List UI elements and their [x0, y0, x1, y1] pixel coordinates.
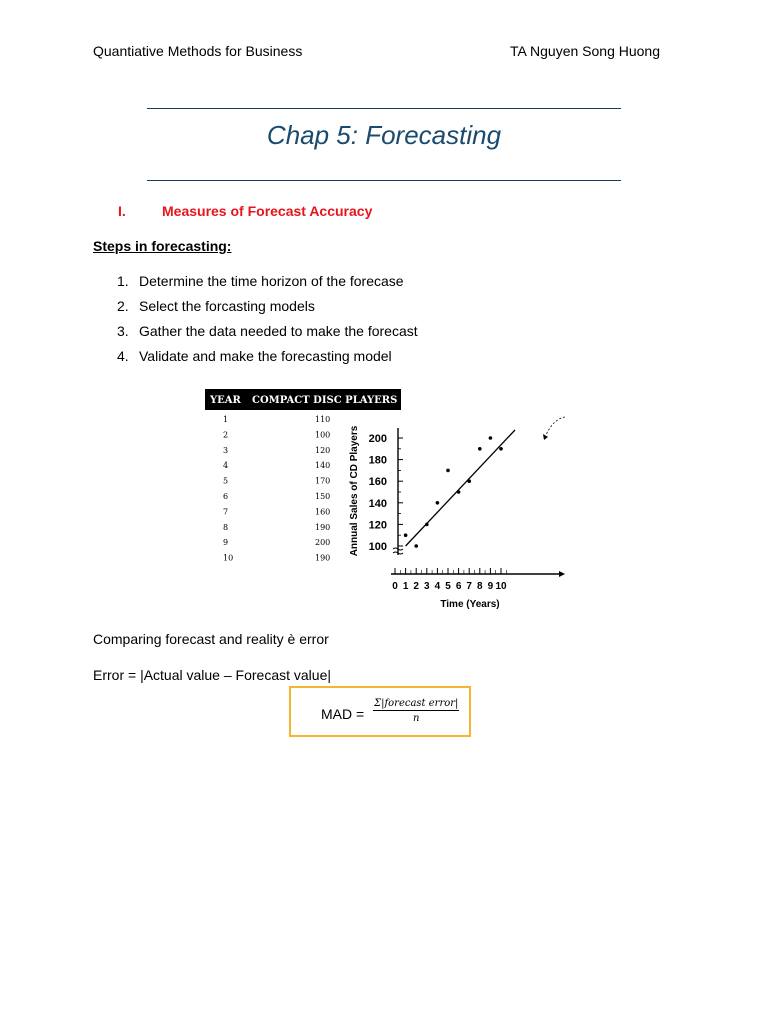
y-tick-label: 160 — [368, 476, 387, 489]
list-item-text: Gather the data needed to make the forecast — [139, 323, 418, 339]
data-point — [467, 479, 471, 483]
mad-label: MAD = — [321, 706, 365, 722]
table-cell-year: 8 — [223, 522, 229, 532]
list-item — [117, 272, 418, 297]
x-tick-label: 4 — [434, 581, 441, 592]
forecast-figure-svg — [203, 383, 565, 613]
data-point — [425, 523, 429, 527]
list-item-number: 1. — [117, 273, 129, 289]
table-header-cd: COMPACT DISC PLAYERS — [252, 395, 398, 406]
list-item-text: Determine the time horizon of the forecase — [139, 273, 404, 289]
y-tick-label: 100 — [368, 541, 387, 553]
table-cell-value: 150 — [315, 492, 331, 501]
data-point — [489, 436, 493, 440]
table-cell-value: 140 — [315, 461, 331, 471]
table-cell-year: 1 — [223, 415, 229, 424]
title-rule-bottom — [147, 180, 621, 181]
x-tick-label: 7 — [466, 581, 472, 592]
list-item-number: 4. — [117, 348, 129, 364]
steps-list — [117, 272, 418, 372]
table-cell-value: 200 — [315, 538, 331, 548]
mad-fraction — [373, 698, 459, 724]
paragraph-comparing: Comparing forecast and reality è error — [93, 631, 329, 647]
header-author: TA Nguyen Song Huong — [510, 43, 660, 59]
x-tick-label: 3 — [424, 581, 430, 592]
list-item — [117, 347, 418, 372]
table-cell-year: 5 — [223, 476, 229, 486]
x-tick-label: 10 — [495, 581, 507, 592]
data-point — [414, 544, 418, 548]
y-axis-label: Annual Sales of CD Players — [349, 425, 360, 557]
data-point — [499, 447, 503, 451]
x-tick-label: 0 — [392, 581, 398, 592]
table-cell-year: 2 — [223, 430, 229, 440]
table-cell-value: 160 — [315, 507, 331, 517]
table-header-year: YEAR — [210, 395, 241, 406]
data-point — [478, 447, 482, 451]
list-item — [117, 322, 418, 347]
paragraph-error: Error = |Actual value – Forecast value| — [93, 667, 331, 683]
title-rule-top — [147, 108, 621, 109]
list-item — [117, 297, 418, 322]
section-title: Measures of Forecast Accuracy — [162, 203, 373, 219]
x-tick-label: 1 — [402, 581, 409, 592]
data-point — [436, 501, 440, 505]
list-item-text: Validate and make the forecasting model — [139, 348, 392, 364]
table-cell-year: 9 — [223, 538, 229, 548]
data-point — [457, 490, 461, 494]
table-cell-value: 190 — [315, 553, 331, 563]
data-point — [404, 533, 408, 537]
x-tick-label: 2 — [413, 581, 419, 592]
x-tick-label: 6 — [455, 581, 462, 592]
section-number: I. — [118, 203, 126, 219]
steps-heading: Steps in forecasting: — [93, 238, 232, 254]
section-heading — [118, 203, 372, 219]
mad-formula-box — [289, 686, 471, 737]
x-tick-label: 5 — [445, 581, 451, 592]
x-tick-label: 9 — [487, 581, 494, 592]
table-cell-year: 3 — [223, 445, 229, 455]
mad-numerator: Σ|forecast error| — [374, 698, 459, 709]
forecast-figure — [203, 383, 565, 613]
table-cell-year: 4 — [223, 461, 229, 471]
x-axis-label: Time (Years) — [440, 599, 500, 610]
table-cell-year: 6 — [223, 492, 229, 501]
table-cell-value: 100 — [315, 430, 331, 440]
table-cell-value: 190 — [315, 522, 331, 532]
list-item-number: 3. — [117, 323, 129, 339]
page-title: Chap 5: Forecasting — [266, 120, 502, 150]
y-tick-label: 200 — [368, 433, 387, 445]
list-item-number: 2. — [117, 298, 129, 314]
table-cell-year: 10 — [223, 553, 234, 563]
header-course-title: Quantiative Methods for Business — [93, 43, 303, 59]
mad-denominator: n — [412, 713, 420, 724]
x-tick-label: 8 — [477, 581, 483, 592]
data-point — [446, 469, 450, 473]
table-cell-value: 110 — [315, 415, 331, 424]
y-tick-label: 120 — [368, 519, 387, 532]
table-cell-value: 120 — [315, 445, 331, 455]
list-item-text: Select the forcasting models — [139, 298, 315, 314]
table-cell-value: 170 — [315, 476, 331, 486]
table-cell-year: 7 — [223, 507, 229, 517]
y-tick-label: 180 — [368, 454, 387, 467]
y-tick-label: 140 — [368, 497, 387, 510]
